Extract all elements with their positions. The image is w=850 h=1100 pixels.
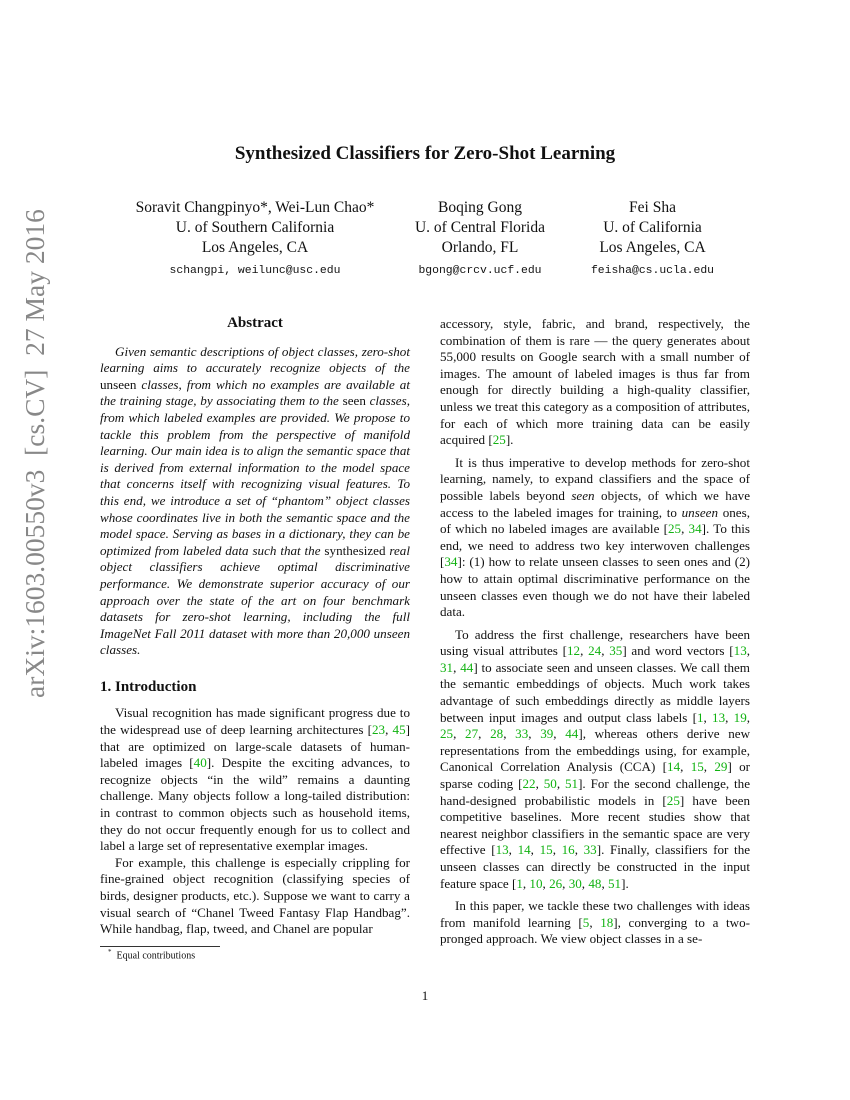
left-column (100, 315, 410, 938)
citation-link[interactable]: 44 (565, 726, 579, 742)
intro-paragraph-3: It is thus imperative to develop methods for zero-shot learning, namely, to expand classifiers and the space of possible labels beyond seen objects, of which we have access to the labeled images for training, to unseen ones, of which no labeled images are available [25, 34]. To this end, we need to address two key interwoven challenges [34]: (1) how to relate unseen classes to seen ones and (2) how to attain optimal discriminative performance on the unseen classes even though we do not have their labeled data. (440, 454, 751, 620)
author-email: feisha@cs.ucla.edu (590, 265, 715, 277)
intro-paragraph-1: Visual recognition has made significant progress due to the widespread use of deep learning architectures [23, 45] that are optimized on large-scale datasets of human-labeled images [40]. Despite the exciting advances, to recognize objects “in the wild” remains a daunting challenge. Many objects follow a long-tailed distribution: in contrast to common objects such as household items, they do not occur frequently enough for us to collect and label a large set of representative exemplar images. (100, 705, 410, 854)
author-names: Boqing Gong (438, 199, 522, 216)
citation-link[interactable]: 33 (515, 726, 529, 742)
citation-link[interactable]: 24 (588, 643, 602, 659)
abstract-body: Given semantic descriptions of object classes, zero-shot learning aims to accurately recognize objects of the unseen classes, from which no examples are available at the training stage, by associating them to the seen classes, from which labeled examples are provided. We propose to tackle this problem from the perspective of manifold learning. Our main idea is to align the semantic space that is derived from external information to the model space that concerns itself with recognizing visual features. To this end, we introduce a set of “phantom” object classes whose coordinates live in both the semantic space and the model space. Serving as bases in a dictionary, they can be optimized from labeled data such that the synthesized real object classifiers achieve optimal discriminative performance. We demonstrate superior accuracy of our approach over the state of the art on four benchmark datasets for zero-shot learning, including the full ImageNet Fall 2011 dataset with more than 20,000 unseen classes. (100, 343, 410, 658)
citation-link[interactable]: 1 (696, 709, 704, 725)
citation-link[interactable]: 15 (690, 759, 704, 775)
footnote-text: Equal contributions (116, 950, 196, 962)
citation-link[interactable]: 51 (607, 875, 622, 891)
intro-paragraph-2-continued: accessory, style, fabric, and brand, respectively, the combination of them is rare — the query generates about 55,000 results on Google search with a small number of images. The amount of labeled images is thus far from enough for directly building a high-quality classifier, unless we treat this category as a composition of attributes, for each of which more training data can be easily acquired [25]. (440, 316, 750, 448)
page-number: 1 (421, 988, 429, 1003)
author-affiliation: U. of Central Florida (414, 219, 545, 236)
citation-link[interactable]: 45 (392, 722, 406, 738)
citation-link[interactable]: 13 (495, 842, 509, 858)
citation-link[interactable]: 10 (529, 875, 543, 891)
arxiv-identifier-stamp (12, 209, 52, 700)
citation-link[interactable]: 12 (566, 643, 581, 659)
author-affiliation: U. of California (603, 219, 702, 236)
citation-link[interactable]: 27 (465, 726, 479, 742)
citation-link[interactable]: 30 (568, 875, 582, 891)
author-names: Soravit Changpinyo*, Wei-Lun Chao* (135, 199, 375, 216)
citation-link[interactable]: 5 (582, 914, 590, 930)
paper-title: Synthesized Classifiers for Zero-Shot Learning (234, 143, 616, 164)
author-names: Fei Sha (629, 199, 676, 216)
citation-link[interactable]: 40 (193, 755, 207, 771)
citation-link[interactable]: 25 (667, 521, 682, 537)
right-column (440, 316, 750, 948)
citation-link[interactable]: 50 (543, 776, 557, 792)
citation-link[interactable]: 16 (561, 842, 575, 858)
citation-link[interactable]: 34 (688, 521, 702, 537)
abstract-heading: Abstract (227, 315, 283, 331)
citation-link[interactable]: 33 (583, 842, 597, 858)
citation-link[interactable]: 14 (667, 759, 681, 775)
citation-link[interactable]: 28 (490, 726, 504, 742)
author-location: Los Angeles, CA (201, 239, 309, 256)
citation-link[interactable]: 18 (600, 914, 614, 930)
citation-link[interactable]: 25 (492, 432, 506, 448)
author-email: schangpi, weilunc@usc.edu (169, 265, 341, 277)
citation-link[interactable]: 35 (609, 643, 623, 659)
author-affiliation: U. of Southern California (175, 219, 335, 236)
citation-link[interactable]: 1 (516, 875, 523, 891)
citation-link[interactable]: 13 (712, 709, 726, 725)
citation-link[interactable]: 23 (372, 722, 386, 738)
citation-link[interactable]: 39 (540, 726, 554, 742)
citation-link[interactable]: 13 (733, 643, 747, 659)
intro-paragraph-4: To address the first challenge, researchers have been using visual attributes [12, 24, 35] and word vectors [13, 31, 44] to associate seen and unseen classes. We call them the semantic embeddings of objects. Much work takes advantage of such embeddings directly as middle layers between input images and output class labels [1, 13, 19, 25, 27, 28, 33, 39, 44], whereas others derive new representations from the embeddings using, for example, Canonical Correlation Analysis (CCA) [14, 15, 29] or sparse coding [22, 50, 51]. For the second challenge, the hand-designed probabilistic models in [25] have been competitive baselines. More recent studies show that nearest neighbor classifiers in the semantic space are very effective [13, 14, 15, 16, 33]. Finally, classifiers for the unseen classes can directly be constructed in the input feature space [1, 10, 26, 30, 48, 51]. (440, 626, 751, 891)
intro-paragraph-2: For example, this challenge is especially crippling for fine-grained object recognition (classifying species of birds, designer products, etc.). Suppose we want to carry a visual search of “Chanel Tweed Fantasy Flap Handbag”. While handbag, flap, tweed, and Chanel are popular (100, 854, 410, 937)
section-heading-introduction: 1. Introduction (100, 678, 197, 695)
citation-link[interactable]: 25 (440, 726, 454, 742)
author-block-2 (395, 198, 565, 281)
author-email: bgong@crcv.ucf.edu (418, 265, 542, 277)
citation-link[interactable]: 15 (539, 842, 553, 858)
citation-link[interactable]: 44 (460, 659, 474, 675)
arxiv-id-text: arXiv:1603.00550v3 [cs.CV] 27 May 2016 (19, 209, 50, 698)
footnote-mark: * (108, 948, 112, 956)
citation-link[interactable]: 14 (517, 842, 531, 858)
footnote-divider (100, 946, 220, 947)
citation-link[interactable]: 34 (444, 554, 458, 570)
citation-link[interactable]: 26 (549, 875, 563, 891)
citation-link[interactable]: 48 (588, 875, 602, 891)
author-location: Orlando, FL (441, 239, 519, 256)
author-block-1 (110, 198, 400, 281)
citation-link[interactable]: 25 (666, 792, 680, 808)
citation-link[interactable]: 22 (522, 776, 536, 792)
footnote (100, 948, 195, 961)
citation-link[interactable]: 19 (733, 709, 747, 725)
intro-paragraph-5: In this paper, we tackle these two challenges with ideas from manifold learning [5, 18], converging to a two-pronged approach. We view object classes in a se- (440, 898, 750, 947)
citation-link[interactable]: 31 (440, 659, 454, 675)
author-block-3 (575, 198, 730, 281)
citation-link[interactable]: 29 (714, 759, 728, 775)
author-location: Los Angeles, CA (599, 239, 706, 256)
citation-link[interactable]: 51 (564, 776, 579, 792)
